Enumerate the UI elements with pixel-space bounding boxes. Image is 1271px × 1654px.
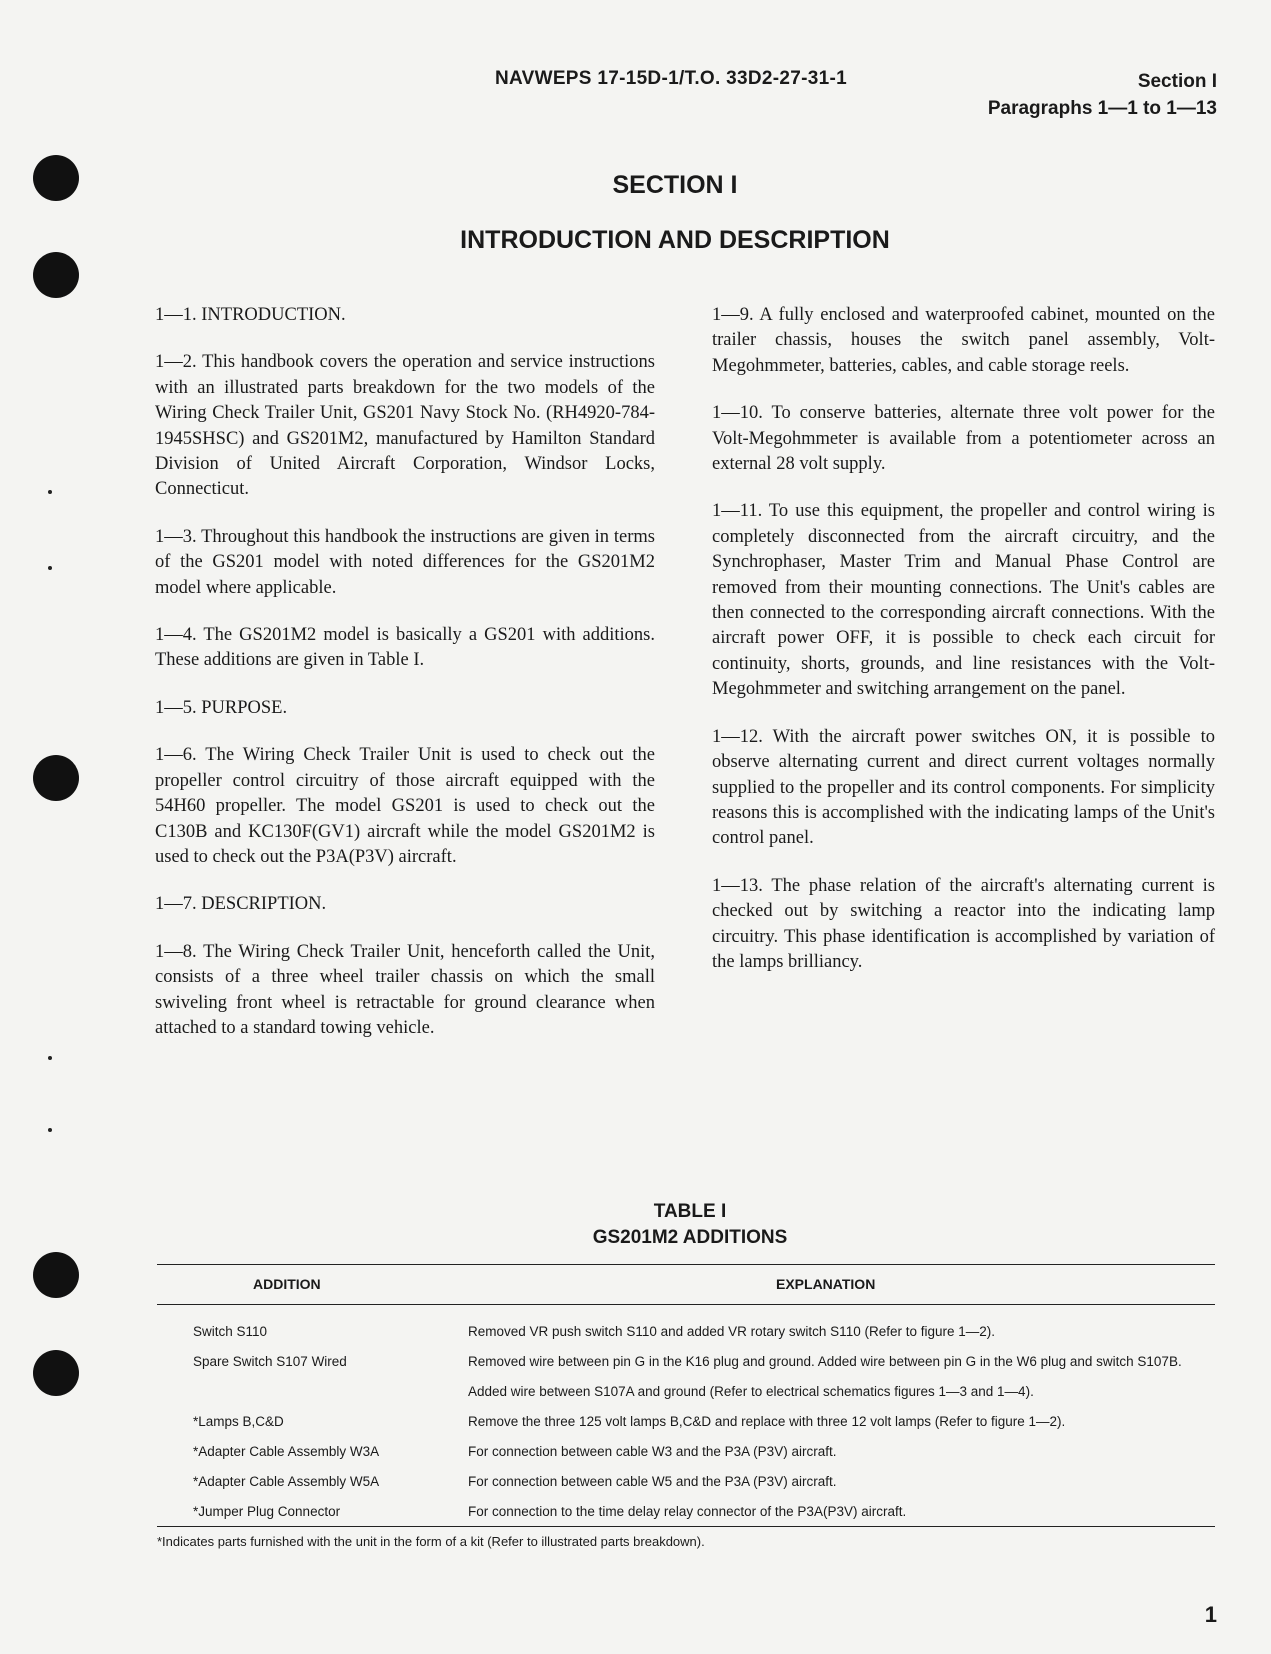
addition-cell: *Adapter Cable Assembly W3A <box>193 1444 380 1459</box>
binder-hole <box>33 1350 79 1396</box>
paragraph: 1—12. With the aircraft power switches ON, it is possible to observe alternating current and direct current voltages normally supplied to the propeller and its control components. For simplicity reasons this is accomplished with the indicating lamps of the Unit's control panel. <box>712 726 1215 849</box>
paragraph: 1—4. The GS201M2 model is basically a GS201 with additions. These additions are given in Table I. <box>155 625 655 671</box>
paragraph: 1—1. INTRODUCTION. <box>155 305 346 325</box>
column-header-addition: ADDITION <box>253 1276 321 1292</box>
table-header-rule <box>157 1304 1215 1305</box>
section-title: SECTION I <box>612 171 738 199</box>
paragraph: 1—13. The phase relation of the aircraft's alternating current is checked out by switching a reactor into the indicating lamp circuitry. This phase identification is accomplished by variation of the lamps brilliancy. <box>712 875 1215 972</box>
paragraph-range: Paragraphs 1—1 to 1—13 <box>987 98 1217 119</box>
paragraph: 1—9. A fully enclosed and waterproofed cabinet, mounted on the trailer chassis, houses the switch panel assembly, Volt-Megohmmeter, batteries, cables, and cable storage reels. <box>712 305 1215 376</box>
page-heading: INTRODUCTION AND DESCRIPTION <box>460 226 890 254</box>
addition-cell: Switch S110 <box>193 1324 268 1339</box>
speck <box>48 566 52 570</box>
paragraph: 1—2. This handbook covers the operation and service instructions with an illustrated parts breakdown for the two models of the Wiring Check Trailer Unit, GS201 Navy Stock No. (RH4920-784-1945SHSC) and GS201M2, manufactured by Hamilton Standard Division of United Aircraft Corporation, Windsor Locks, Connecticut. <box>155 352 655 500</box>
speck <box>48 1128 52 1132</box>
paragraph: 1—3. Throughout this handbook the instructions are given in terms of the GS201 model with noted differences for the GS201M2 model where applicable. <box>155 526 655 598</box>
binder-hole <box>33 252 79 298</box>
binder-hole <box>33 755 79 801</box>
speck <box>48 490 52 494</box>
table-footnote: *Indicates parts furnished with the unit in the form of a kit (Refer to illustrated parts breakdown). <box>157 1534 705 1549</box>
paragraph: 1—7. DESCRIPTION. <box>155 894 327 915</box>
paragraph: 1—8. The Wiring Check Trailer Unit, henceforth called the Unit, consists of a three wheel trailer chassis on which the small swiveling front wheel is retractable for ground clearance when attached to a standard towing vehicle. <box>155 941 655 1038</box>
addition-cell: *Adapter Cable Assembly W5A <box>193 1474 380 1489</box>
column-header-explanation: EXPLANATION <box>776 1276 876 1292</box>
explanation-cell: For connection to the time delay relay connector of the P3A(P3V) aircraft. <box>468 1504 907 1519</box>
right-column <box>712 303 1215 997</box>
left-column <box>155 303 655 1063</box>
addition-cell: *Lamps B,C&D <box>193 1414 284 1429</box>
section-label: Section I <box>1137 71 1217 92</box>
explanation-cell: For connection between cable W5 and the P3A (P3V) aircraft. <box>468 1474 837 1489</box>
binder-hole <box>33 1252 79 1298</box>
explanation-cell: Remove the three 125 volt lamps B,C&D and replace with three 12 volt lamps (Refer to figure 1—2). <box>468 1414 1066 1429</box>
table-top-rule <box>157 1264 1215 1265</box>
page-header-right <box>988 68 1217 122</box>
explanation-cell: For connection between cable W3 and the P3A (P3V) aircraft. <box>468 1444 837 1459</box>
table-title: TABLE I <box>653 1201 727 1222</box>
page-number: 1 <box>1204 1602 1217 1627</box>
paragraph: 1—5. PURPOSE. <box>155 697 288 718</box>
addition-cell: Spare Switch S107 Wired <box>193 1354 347 1369</box>
paragraph: 1—10. To conserve batteries, alternate three volt power for the Volt-Megohmmeter is available from a potentiometer across an external 28 volt supply. <box>712 403 1215 475</box>
table-bottom-rule <box>157 1526 1215 1527</box>
speck <box>48 1056 52 1060</box>
explanation-cell: Removed VR push switch S110 and added VR rotary switch S110 (Refer to figure 1—2). <box>468 1324 996 1339</box>
paragraph: 1—6. The Wiring Check Trailer Unit is used to check out the propeller control circuitry of those aircraft equipped with the 54H60 propeller. The model GS201 is used to check out the C130B and KC130F(GV1) aircraft while the model GS201M2 is used to check out the P3A(P3V) aircraft. <box>155 745 655 867</box>
table-subtitle: GS201M2 ADDITIONS <box>592 1227 788 1248</box>
document-number: NAVWEPS 17-15D-1/T.O. 33D2-27-31-1 <box>495 68 847 89</box>
paragraph: 1—11. To use this equipment, the propeller and control wiring is completely disconnected from the aircraft circuitry, and the Synchrophaser, Master Trim and Manual Phase Control are removed from their mounting connections. The Unit's cables are then connected to the corresponding aircraft connections. With the aircraft power OFF, it is possible to check each circuit for continuity, shorts, grounds, and line resistances with the Volt-Megohmmeter and switching arrangement on the panel. <box>712 501 1215 700</box>
addition-cell: *Jumper Plug Connector <box>193 1504 341 1519</box>
explanation-cell: Removed wire between pin G in the K16 plug and ground. Added wire between pin G in the W6 plug and switch S107B. Added wire between S107A and ground (Refer to electrical schematics figures 1—3 and 1—4). <box>468 1354 1182 1399</box>
